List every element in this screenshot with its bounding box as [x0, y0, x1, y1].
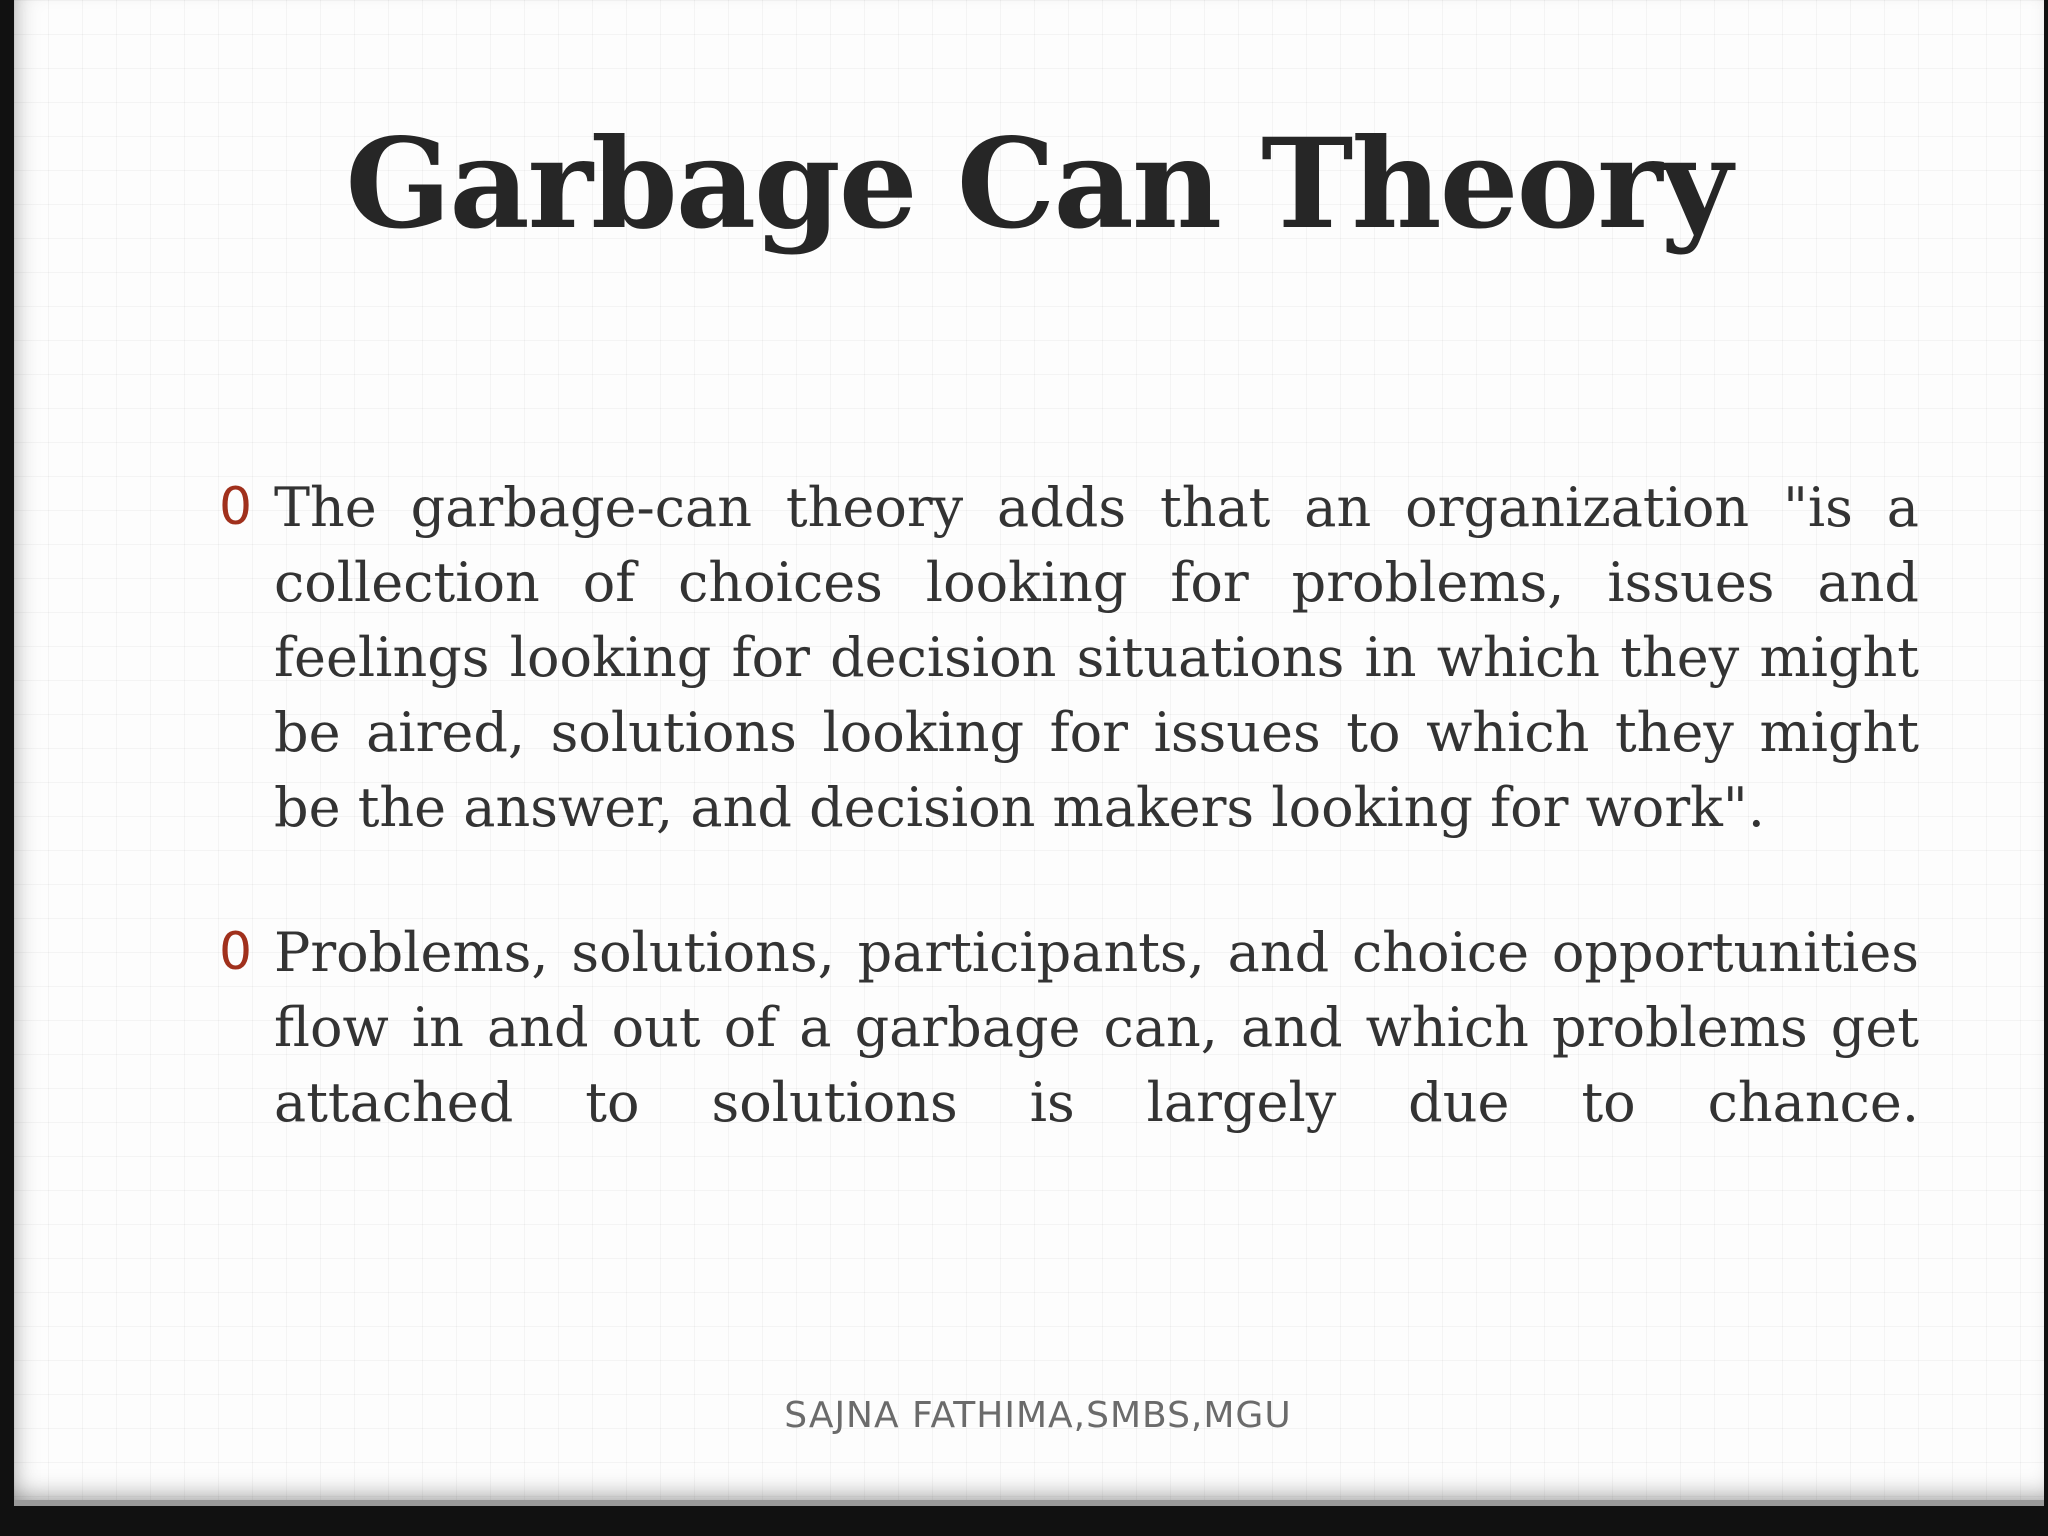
bullet-text-2: Problems, solutions, participants, and choice opportunities flow in and out of a garbage can, and which problems get attached to solutions is largely due to chance. [274, 921, 1919, 1134]
bullet-text-1: The garbage-can theory adds that an organization "is a collection of choices looking for problems, issues and feelings looking for decision situations in which they might be aired, solutions looking for issues to which they might be the answer, and decision makers looking for work". [274, 476, 1919, 839]
bullet-item-2 [219, 915, 1919, 1140]
bullet-marker-icon: 0 [219, 477, 253, 537]
slide-footer: SAJNA FATHIMA,SMBS,MGU [784, 1395, 1292, 1436]
slide-title: Garbage Can Theory [345, 112, 1731, 257]
bullet-marker-icon: 0 [219, 922, 253, 982]
bullet-item-1 [219, 470, 1919, 845]
bullet-list [219, 470, 1919, 1210]
slide [14, 0, 2044, 1506]
